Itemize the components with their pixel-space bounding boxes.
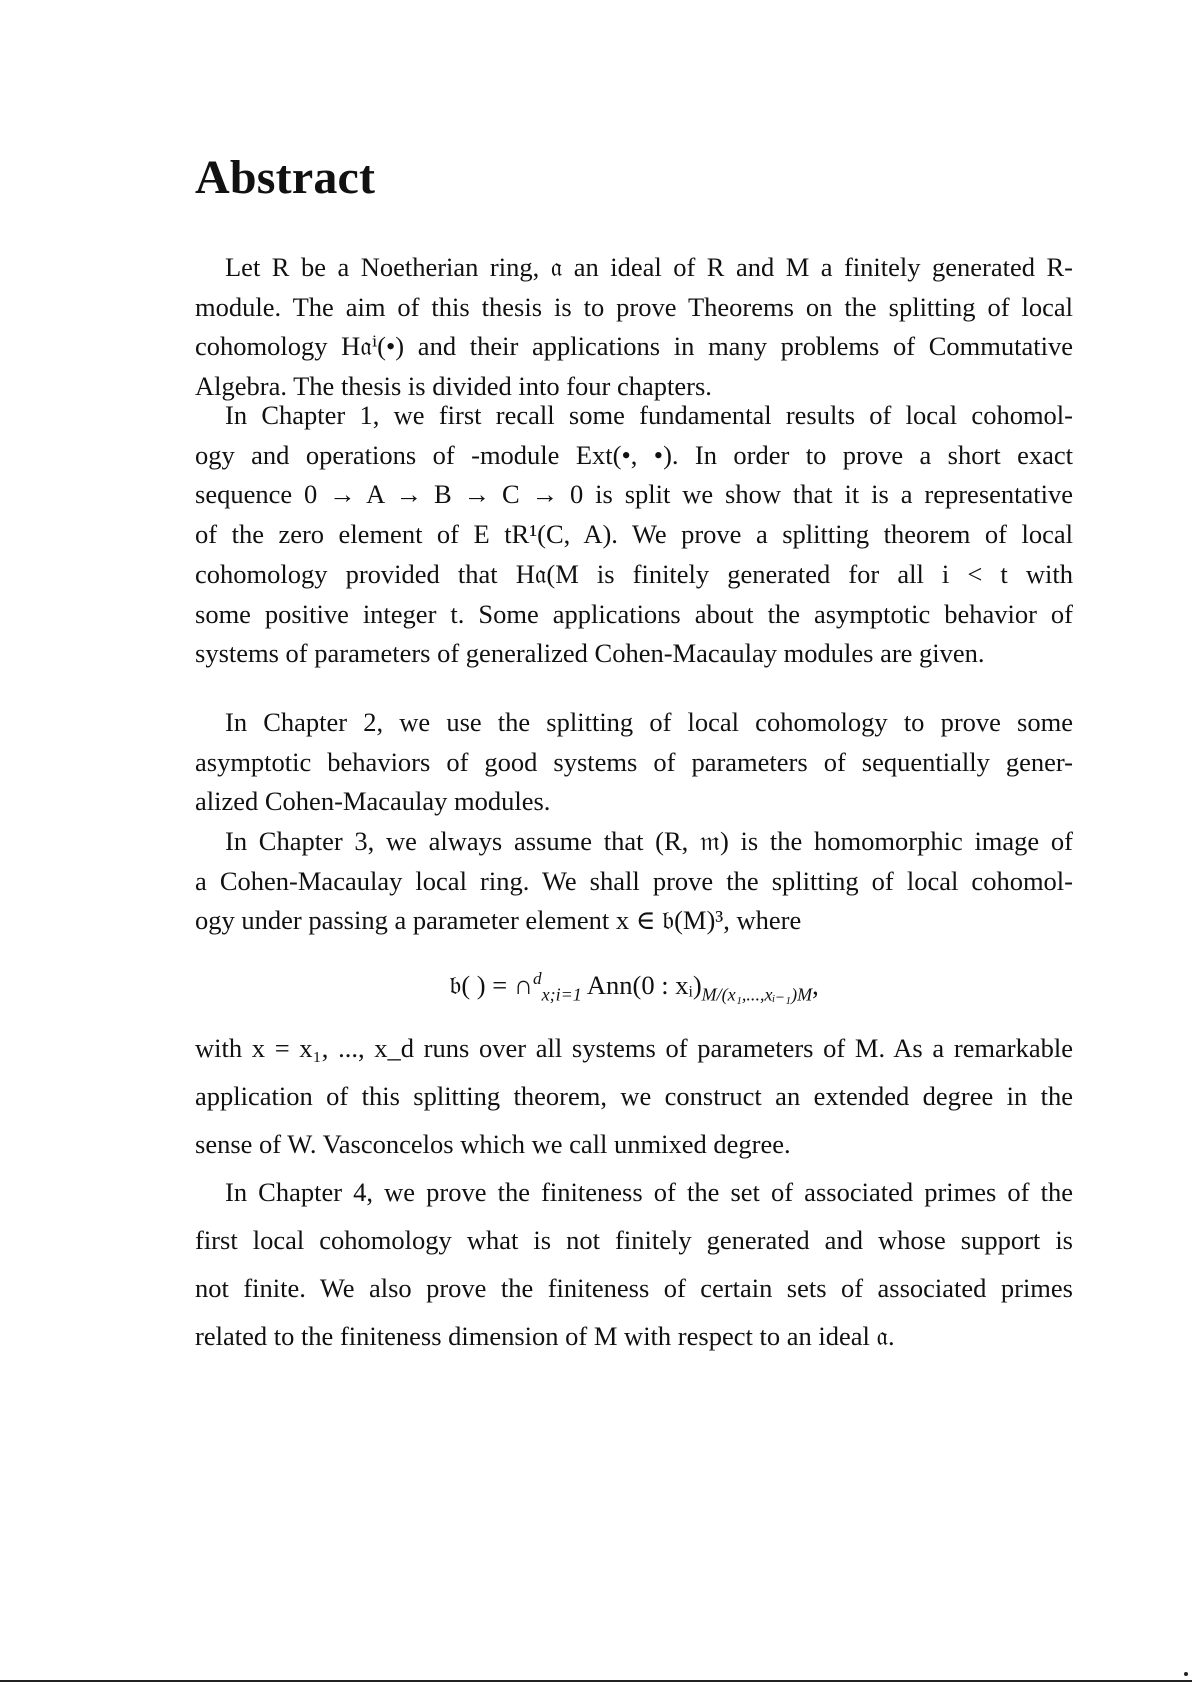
text-line: In Chapter 3, we always assume that (R, 𝔪) is the homomorphic image of — [225, 826, 1073, 856]
text-line: alized Cohen-Macaulay modules. — [195, 786, 551, 817]
text-line: some positive integer t. Some applications about the asymptotic behavior of — [195, 598, 1073, 629]
equation-tail: M/(x₁,...,xᵢ₋₁)M — [701, 984, 813, 1005]
equation-lhs: 𝔟( ) = ∩ — [449, 970, 533, 1000]
text-line: first local cohomology what is not finitely generated and whose support is — [195, 1225, 1073, 1255]
text-line: application of this splitting theorem, we construct an extended degree in the — [195, 1081, 1073, 1111]
display-equation — [195, 965, 1073, 1005]
abstract-paragraph-3 — [195, 703, 1073, 822]
equation-subscript: x;i=1 — [541, 984, 582, 1005]
text-line: asymptotic behaviors of good systems of parameters of sequentially gener- — [195, 746, 1073, 777]
abstract-paragraph-4 — [195, 822, 1073, 941]
text-line: cohomology provided that H𝔞(M is finitely generated for all i < t with — [195, 558, 1073, 589]
text-line: cohomology H𝔞ⁱ(•) and their applications in many problems of Commutative — [195, 331, 1073, 362]
text-line: systems of parameters of generalized Cohen-Macaulay modules are given. — [195, 638, 985, 669]
text-line: with x = x₁, ..., x_d runs over all systems of parameters of M. As a remarkable — [195, 1033, 1073, 1063]
equation-end: , — [812, 970, 819, 1000]
text-line: In Chapter 2, we use the splitting of local cohomology to prove some — [225, 707, 1073, 737]
abstract-paragraph-2 — [195, 396, 1073, 674]
text-line: sequence 0 → A → B → C → 0 is split we show that it is a representative — [195, 479, 1073, 510]
text-line: module. The aim of this thesis is to prove Theorems on the splitting of local — [195, 291, 1073, 322]
text-line: In Chapter 4, we prove the finiteness of the set of associated primes of the — [225, 1177, 1073, 1207]
text-line: ogy and operations of -module Ext(•, •). In order to prove a short exact — [195, 439, 1073, 470]
text-line: related to the finiteness dimension of M with respect to an ideal 𝔞. — [195, 1321, 895, 1351]
text-line: Let R be a Noetherian ring, 𝔞 an ideal of R and M a finitely generated R- — [225, 252, 1073, 282]
abstract-paragraph-1 — [195, 248, 1073, 407]
page-bottom-rule — [0, 1680, 1192, 1682]
text-line: In Chapter 1, we first recall some fundamental results of local cohomol- — [225, 400, 1073, 430]
text-line: of the zero element of E tR¹(C, A). We prove a splitting theorem of local — [195, 519, 1073, 550]
text-line: Algebra. The thesis is divided into four chapters. — [195, 371, 712, 402]
text-line: a Cohen-Macaulay local ring. We shall prove the splitting of local cohomol- — [195, 865, 1073, 896]
page-title: Abstract — [195, 151, 376, 204]
text-line: sense of W. Vasconcelos which we call unmixed degree. — [195, 1129, 791, 1159]
abstract-paragraph-6 — [195, 1168, 1073, 1360]
abstract-paragraph-5 — [195, 1024, 1073, 1168]
equation-superscript: d — [532, 969, 542, 989]
text-line: not finite. We also prove the finiteness of certain sets of associated primes — [195, 1273, 1073, 1303]
equation-body: Ann(0 : xᵢ) — [586, 970, 702, 1000]
text-line: ogy under passing a parameter element x ∈ 𝔟(M)³, where — [195, 905, 802, 936]
page-corner-mark — [1184, 1672, 1188, 1676]
